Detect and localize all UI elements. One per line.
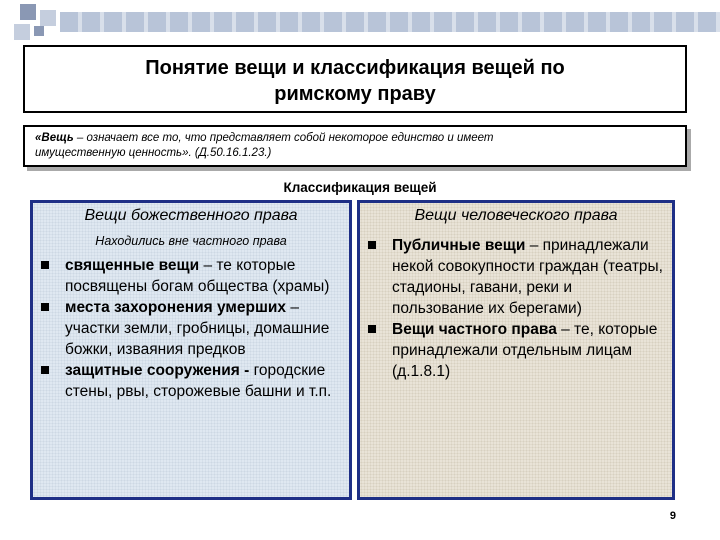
divine-law-list bbox=[41, 255, 343, 402]
divine-law-heading: Вещи божественного права bbox=[84, 207, 298, 224]
square-bullet-icon bbox=[368, 325, 376, 333]
slide-title bbox=[25, 55, 685, 107]
definition-text-2: имущественную ценность». (Д.50.16.1.23.) bbox=[35, 147, 272, 159]
item-text: – принадлежали некой совокупности граждан (театры, стадионы, гавани, реки и пользование их берегами) bbox=[392, 237, 663, 317]
list-item bbox=[41, 255, 343, 297]
title-line-1: Понятие вещи и классификация вещей по bbox=[145, 57, 565, 79]
item-bold: места захоронения умерших bbox=[65, 299, 287, 316]
divine-law-subheading: Находились вне частного права bbox=[95, 234, 287, 248]
classification-title: Классификация вещей bbox=[283, 180, 437, 195]
page-number: 9 bbox=[669, 510, 676, 522]
title-box bbox=[23, 45, 687, 113]
list-item bbox=[41, 360, 343, 402]
item-bold: священные вещи bbox=[65, 257, 200, 274]
decor-square bbox=[40, 10, 56, 26]
item-text: – участки земли, гробницы, домашние божки, изваяния предков bbox=[65, 299, 330, 358]
item-bold: Вещи частного права bbox=[392, 321, 557, 338]
item-text: – те, которые принадлежали отдельным лицам (д.1.8.1) bbox=[392, 321, 658, 380]
title-line-2: римскому праву bbox=[274, 83, 436, 105]
square-bullet-icon bbox=[41, 366, 49, 374]
item-text: городские стены, рвы, сторожевые башни и т.п. bbox=[65, 362, 332, 400]
item-bold: Публичные вещи bbox=[392, 237, 526, 254]
square-bullet-icon bbox=[368, 241, 376, 249]
human-law-heading: Вещи человеческого права bbox=[414, 207, 618, 224]
definition-box bbox=[23, 125, 687, 167]
human-law-list bbox=[368, 235, 666, 382]
definition-quote bbox=[35, 131, 675, 161]
divine-law-panel bbox=[30, 200, 352, 500]
definition-term: «Вещь bbox=[35, 132, 74, 144]
square-bullet-icon bbox=[41, 303, 49, 311]
decor-square bbox=[34, 26, 44, 36]
item-text: – те которые посвящены богам общества (храмы) bbox=[65, 257, 330, 295]
human-law-panel bbox=[357, 200, 675, 500]
decor-square bbox=[14, 24, 30, 40]
definition-text-1: – означает все то, что представляет собой некоторое единство и имеет bbox=[73, 132, 494, 144]
header-decoration bbox=[60, 12, 720, 32]
list-item bbox=[368, 235, 666, 319]
list-item bbox=[41, 297, 343, 360]
item-bold: защитные сооружения - bbox=[65, 362, 250, 379]
list-item bbox=[368, 319, 666, 382]
square-bullet-icon bbox=[41, 261, 49, 269]
decor-square bbox=[20, 4, 36, 20]
